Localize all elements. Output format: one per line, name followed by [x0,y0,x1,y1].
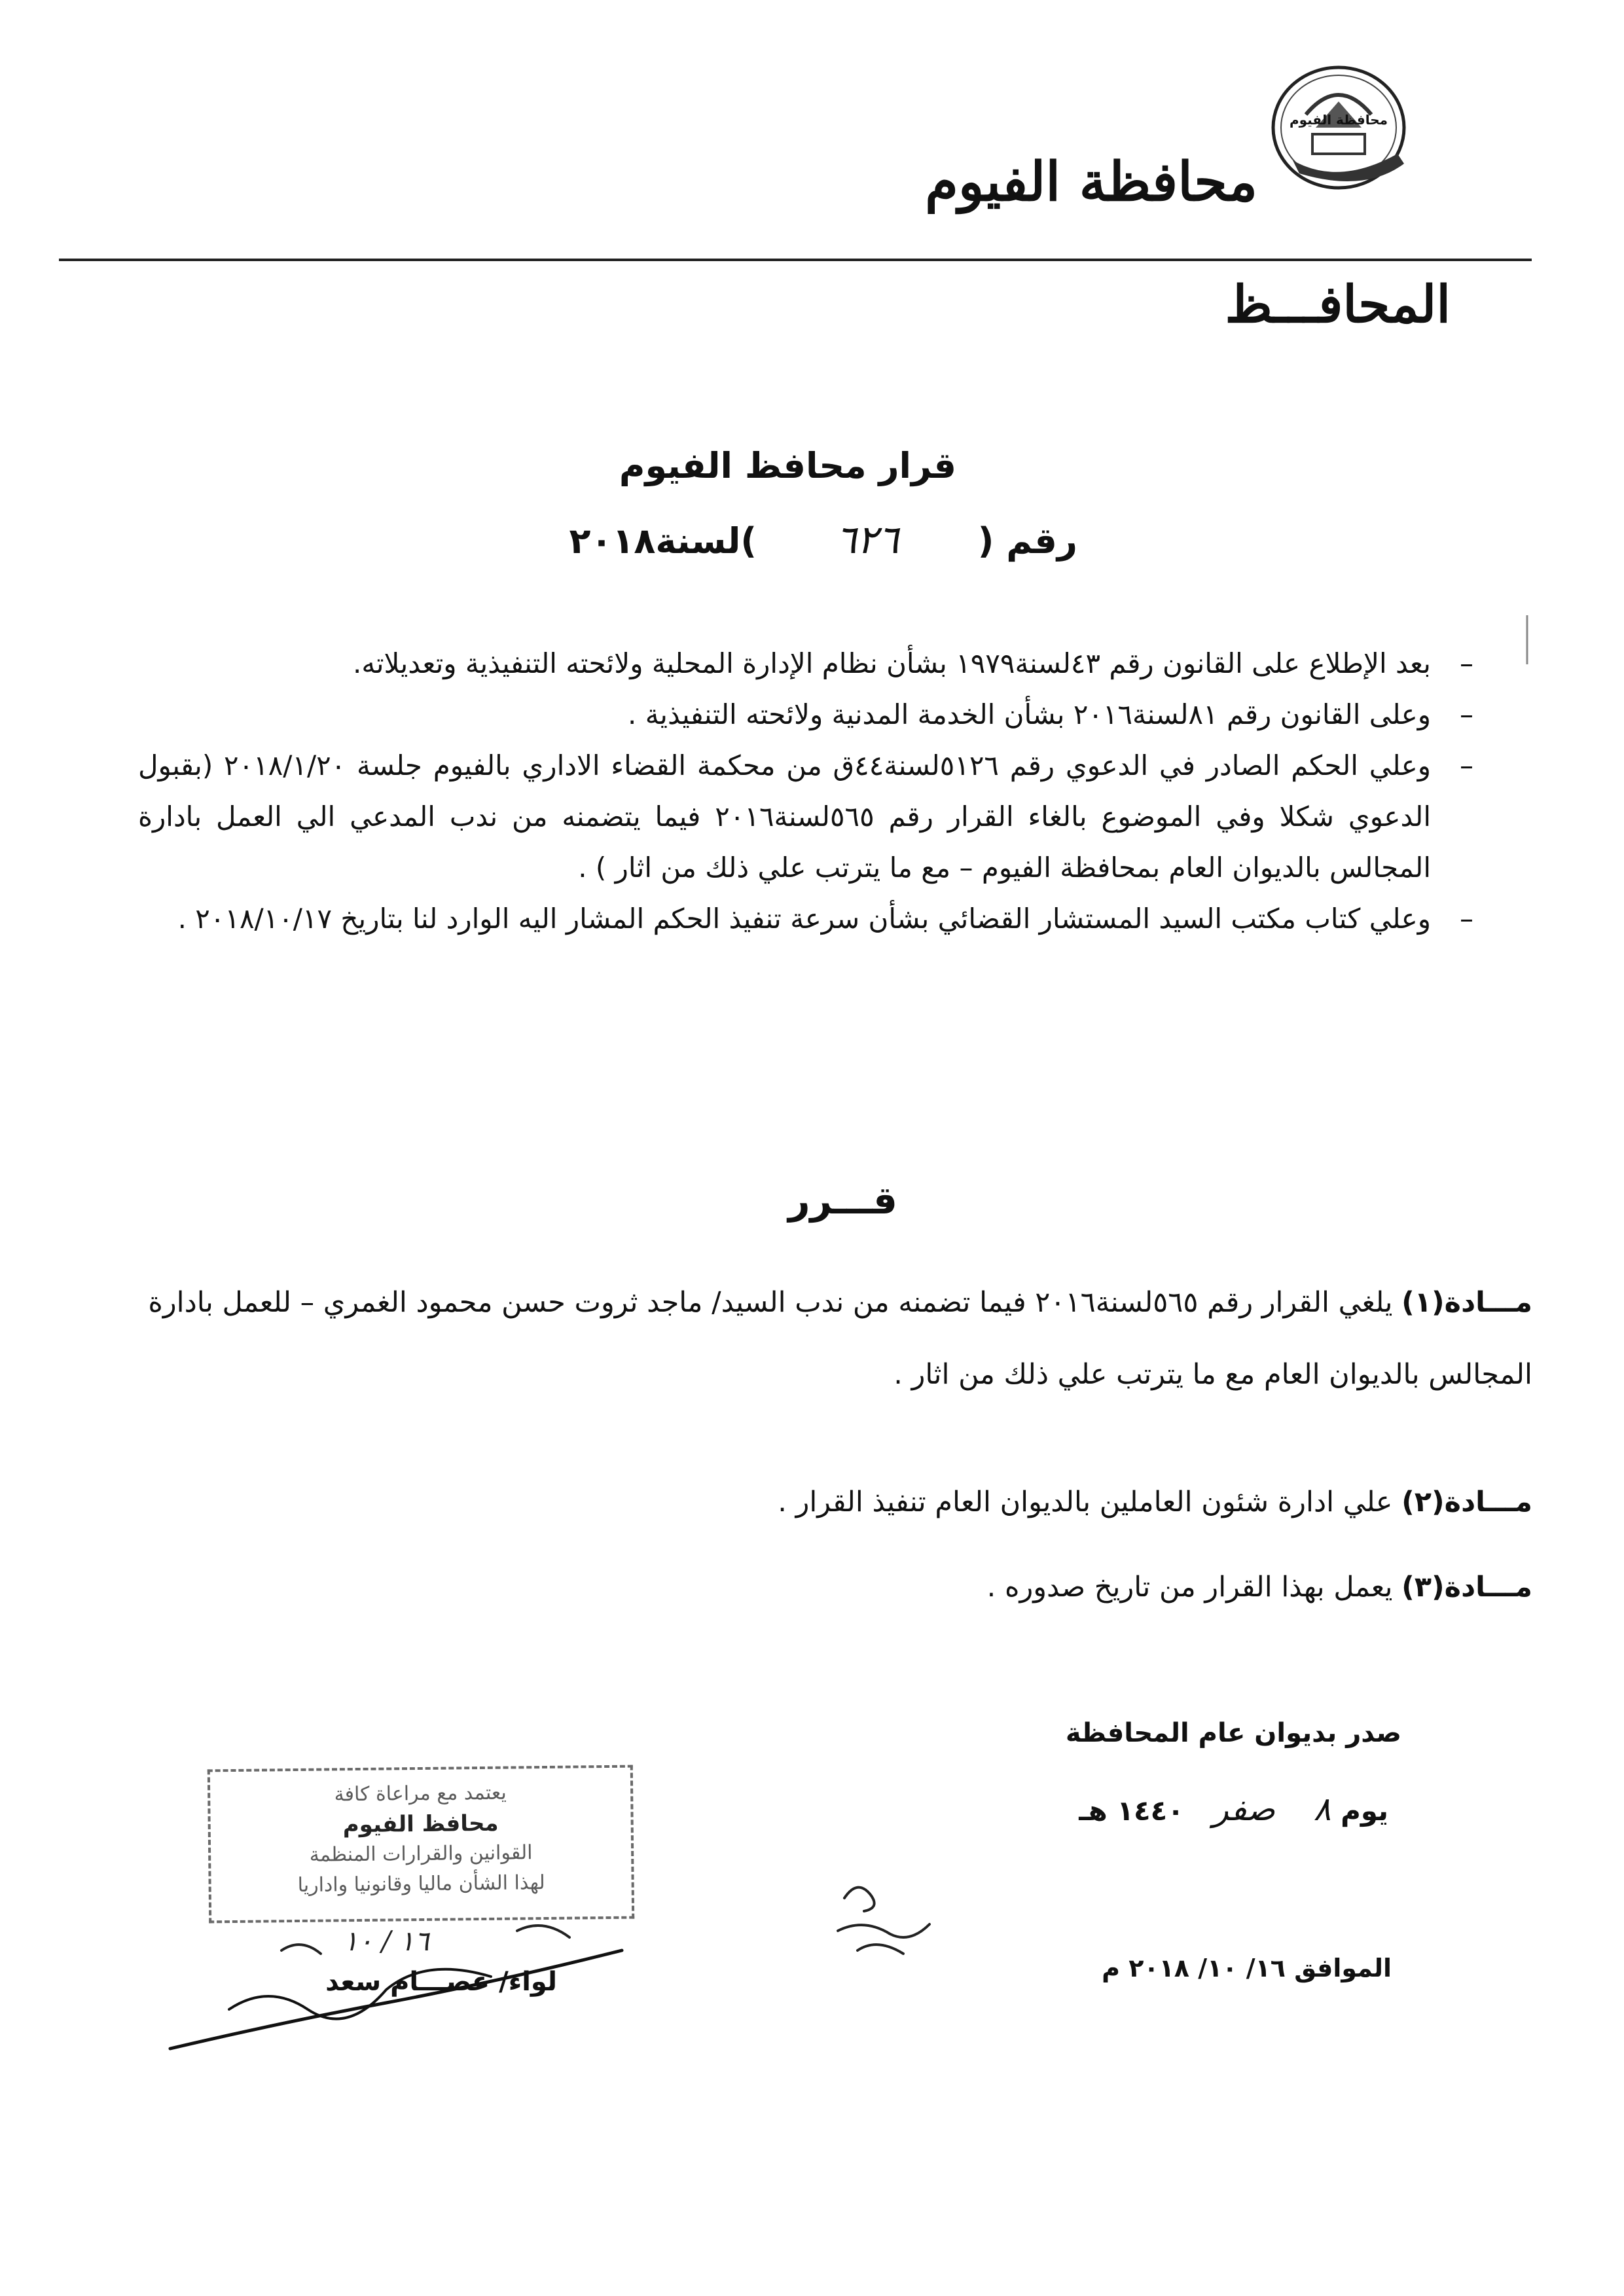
article-text: يلغي القرار رقم ٥٦٥لسنة٢٠١٦ فيما تضمنه من ندب السيد/ ماجد ثروت حسن محمود الغمري – للعمل بادارة المجالس بالديوان العام مع ما يترتب علي ذلك من اثار . [148,1286,1532,1391]
hijri-date [1079,1790,1388,1828]
article-text: يعمل بهذا القرار من تاريخ صدوره . [986,1571,1393,1604]
preamble-item: – وعلى القانون رقم ٨١لسنة٢٠١٦ بشأن الخدمة المدنية ولائحته التنفيذية . [138,689,1473,740]
governorate-seal [1267,62,1411,200]
header-divider [59,259,1532,261]
decision-number [569,517,1077,563]
hijri-year: ١٤٤٠ هـ [1079,1795,1184,1827]
decided-heading: قـــرر [788,1178,897,1223]
decision-title: قرار محافظ الفيوم [619,445,956,486]
article-3 [125,1551,1532,1623]
stamp-title: محافظ الفيوم [342,1810,499,1839]
hijri-month: صفر [1212,1790,1276,1828]
office-title: المحافـــظ [1225,275,1451,334]
organization-name: محافظة الفيوم [925,151,1257,213]
stamp-line: لهذا الشأن ماليا وقانونيا واداريا [297,1871,545,1897]
stamp-line: يعتمد مع مراعاة كافة [334,1781,507,1806]
gregorian-date [1102,1954,1392,1982]
hijri-day-label: يوم [1341,1795,1388,1827]
preamble-item: – وعلي كتاب مكتب السيد المستشار القضائي بشأن سرعة تنفيذ الحكم المشار اليه الوارد لنا بتاريخ ٢٠١٨/١٠/١٧ . [138,893,1473,944]
seal-text: محافظة الفيوم [1289,112,1388,128]
decision-number-label: رقم ( [977,520,1077,562]
article-label: مـــادة(٣) [1401,1571,1532,1604]
article-2 [125,1466,1532,1538]
handwritten-date: ١٦ / ١٠ [343,1925,429,1957]
article-label: مـــادة(٢) [1401,1486,1532,1518]
margin-mark [1525,615,1529,664]
article-text: علي ادارة شئون العاملين بالديوان العام تنفيذ القرار . [778,1486,1393,1518]
signer-name: لواء/ عصـــام سعد [325,1967,557,1997]
handwritten-initials [818,1872,949,1970]
gregorian-value: ١٦/ ١٠/ ٢٠١٨ م [1102,1954,1286,1982]
stamp-line: القوانين والقرارات المنظمة [309,1841,533,1867]
preamble-item: – بعد الإطلاع على القانون رقم ٤٣لسنة١٩٧٩ بشأن نظام الإدارة المحلية ولائحته التنفيذية وتعديلاته. [138,638,1473,689]
issued-at: صدر بديوان عام المحافظة [1065,1718,1401,1748]
approval-stamp [208,1765,634,1924]
decision-year: )لسنة٢٠١٨ [569,520,757,562]
article-1 [125,1266,1532,1410]
preamble-item: – وعلي الحكم الصادر في الدعوي رقم ٥١٢٦لسنة٤٤ق من محكمة القضاء الاداري بالفيوم جلسة ٢٠١٨/١/٢٠ (بقبول الدعوي شكلا وفي الموضوع بالغاء القرار رقم ٥٦٥لسنة٢٠١٦ فيما يتضمنه من ندب المدعي الي العمل بادارة المجالس بالديوان العام بمحافظة الفيوم – مع ما يترتب علي ذلك من اثار ) . [138,740,1473,893]
decision-number-value: ٦٢٦ [835,517,899,563]
preamble-list [138,638,1473,944]
gregorian-label: الموافق [1294,1954,1392,1982]
article-label: مـــادة(١) [1401,1286,1532,1319]
hijri-day: ٨ [1313,1790,1331,1828]
